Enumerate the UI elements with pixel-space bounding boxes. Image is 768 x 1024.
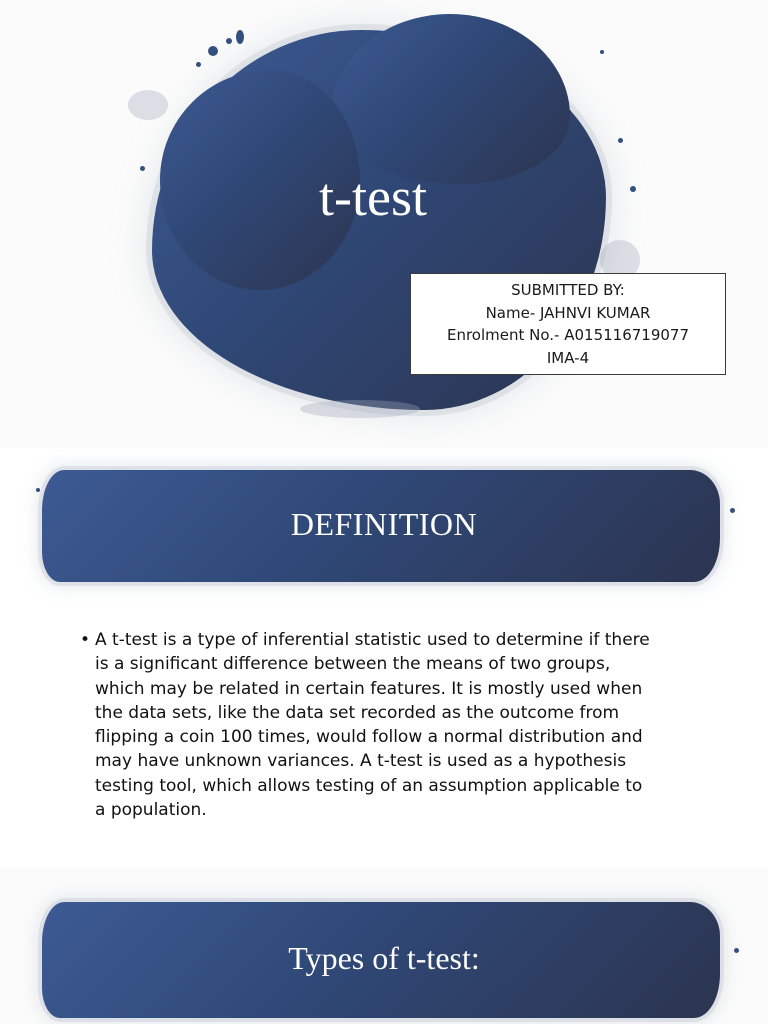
ink-spray	[300, 400, 420, 418]
student-name: Name- JAHNVI KUMAR	[485, 303, 651, 322]
bullet-marker: •	[80, 630, 91, 650]
submitted-by-box	[410, 273, 726, 375]
slide-title: t-test	[319, 167, 427, 227]
ink-speck	[196, 62, 201, 67]
types-slide	[0, 868, 768, 1024]
definition-text-line: flipping a coin 100 times, would follow a normal distribution and	[95, 727, 643, 748]
definition-text-line: is a significant difference between the means of two groups,	[95, 654, 611, 675]
ink-speck	[236, 30, 244, 44]
ink-spray	[128, 90, 168, 120]
definition-text-line: A t-test is a type of inferential statistic used to determine if there	[95, 630, 650, 650]
ink-speck	[618, 138, 623, 143]
title-slide	[0, 0, 768, 448]
definition-text-line: the data sets, like the data set recorded as the outcome from	[95, 702, 620, 723]
definition-text-line: testing tool, which allows testing of an assumption applicable to	[95, 775, 643, 796]
definition-bullet-item	[80, 628, 700, 822]
definition-text-line: which may be related in certain features. It is mostly used when	[95, 678, 643, 699]
class-label: IMA-4	[546, 348, 590, 367]
ink-speck	[36, 488, 40, 492]
definition-text-line: a population.	[95, 800, 207, 821]
submitted-by-heading: SUBMITTED BY:	[511, 281, 625, 299]
ink-speck	[208, 46, 218, 56]
enrolment-number: Enrolment No.- A015116719077	[446, 326, 690, 344]
definition-heading: DEFINITION	[290, 506, 478, 542]
ink-speck	[600, 50, 604, 54]
ink-speck	[226, 38, 232, 44]
definition-text-line: may have unknown variances. A t-test is used as a hypothesis	[95, 751, 627, 772]
definition-slide	[0, 448, 768, 868]
types-heading: Types of t-test:	[288, 940, 480, 976]
definition-bullet-list	[80, 628, 700, 822]
